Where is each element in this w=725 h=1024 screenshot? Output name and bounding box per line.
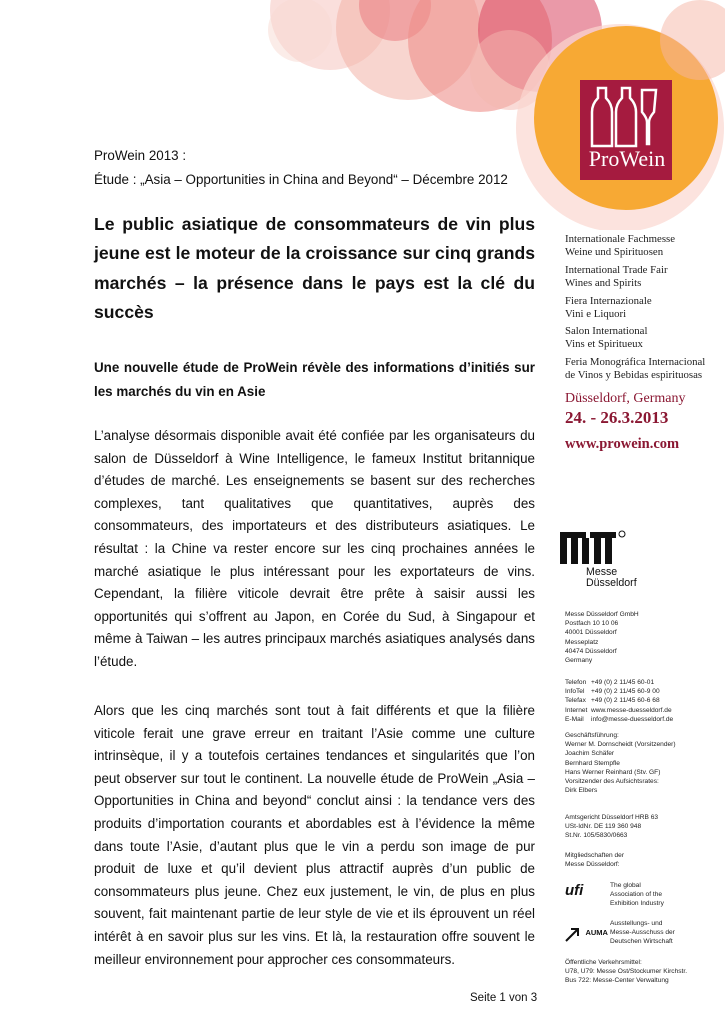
messe-duesseldorf-logo-icon bbox=[558, 530, 628, 566]
transport-block: Öffentliche Verkehrsmittel: U78, U79: Messe Ost/Stockumer Kirchstr. Bus 722: Messe-Center Verwaltung bbox=[565, 959, 688, 985]
auma-description: Ausstellungs- und Messe-Ausschuss der Deutschen Wirtschaft bbox=[610, 920, 675, 946]
fair-dates: 24. - 26.3.2013 bbox=[565, 408, 669, 427]
auma-logo: AUMA bbox=[565, 928, 608, 947]
ufi-description: The global Association of the Exhibition Industry bbox=[610, 882, 664, 908]
website-address[interactable]: www.messe-duesseldorf.de bbox=[591, 706, 672, 714]
prowein-logo-text: ProWein bbox=[588, 146, 666, 171]
messe-duesseldorf-wordmark: Messe Düsseldorf bbox=[586, 566, 637, 589]
fair-name-fr: Salon International Vins et Spiritueux bbox=[565, 325, 648, 350]
subheadline: Une nouvelle étude de ProWein révèle des informations d’initiés sur les marchés du vin en Asie bbox=[94, 360, 535, 399]
header-line-1: ProWein 2013 : bbox=[94, 148, 187, 163]
headline: Le public asiatique de consommateurs de vin plus jeune est le moteur de la croissance sur cinq grands marchés – la présence dans le pays est la clé du succès bbox=[94, 214, 535, 323]
contact-block: Telefon +49 (0) 2 11/45 60-01 InfoTel +49 (0) 2 11/45 60-9 00 Telefax +49 (0) 2 11/45 60-6 68 Internet www.messe-duesseldorf.de E-Mail info@messe-duesseldorf.de bbox=[565, 679, 674, 723]
ufi-logo: ufi bbox=[565, 882, 584, 899]
auma-arrow-icon bbox=[565, 928, 581, 942]
paragraph-1: L’analyse désormais disponible avait été confiée par les organisateurs du salon de Düsseldorf à Wine Intelligence, le fameux Institut britannique d’études de marché. Les enseignements se basent sur des recherches complexes, tant qualitatives que quantitatives, auprès des consommateurs, des importateurs et des distributeurs asiatiques. Le résultat : la Chine va rester encore sur les cinq prochaines années le marché asiatique le plus intéressant pour les exportateurs de vins. Cependant, la filière viticole devrait être prête à saisir aussi les opportunités qui s’offrent au Japon, en Corée du Sud, à Singapour et même à Taiwan – les autres principaux marchés asiatiques analysés dans l’étude. bbox=[94, 428, 535, 669]
address-block: Messe Düsseldorf GmbH Postfach 10 10 06 40001 Düsseldorf Messeplatz 40474 Düsseldorf Germany bbox=[565, 611, 639, 665]
bottles-icon bbox=[580, 80, 672, 150]
fair-name-it: Fiera Internazionale Vini e Liquori bbox=[565, 295, 652, 320]
fair-name-en: International Trade Fair Wines and Spirits bbox=[565, 264, 668, 289]
registry-block: Amtsgericht Düsseldorf HRB 63 USt-IdNr. DE 119 360 948 St.Nr. 105/5830/0663 bbox=[565, 814, 659, 840]
email-address[interactable]: info@messe-duesseldorf.de bbox=[591, 715, 674, 723]
memberships-title: Mitgliedschaften der Messe Düsseldorf: bbox=[565, 852, 625, 869]
website-link[interactable]: www.prowein.com bbox=[565, 436, 680, 452]
header-line-2: Étude : „Asia – Opportunities in China and Beyond“ – Décembre 2012 bbox=[94, 172, 508, 187]
management-block: Geschäftsführung: Werner M. Dornscheidt (Vorsitzender) Joachim Schäfer Bernhard Stempfle Hans Werner Reinhard (Stv. GF) Vorsitzender des Aufsichtsrates: Dirk Elbers bbox=[565, 732, 676, 795]
fair-location: Düsseldorf, Germany bbox=[565, 391, 686, 406]
fair-name-de: Internationale Fachmesse Weine und Spirituosen bbox=[565, 233, 676, 258]
page-number: Seite 1 von 3 bbox=[470, 992, 538, 1004]
paragraph-2: Alors que les cinq marchés sont tout à fait différents et que la filière viticole ferait une grave erreur en traitant l’Asie comme une culture intrinsèque, il y a toutefois certaines tendances et singularités que l’on peut observer sur tout le continent. La nouvelle étude de ProWein „Asia – Opportunities in China and beyond“ conclut ainsi : la tendance vers des produits d’importation courants et abordables est à l’évidence la même dans toute l’Asie, d’autant plus que le vin a perdu son image de pur produit de luxe et qu’il devient plus attractif auprès d’un public de consommateurs plus jeune. Chez eux justement, le vin, de plus en plus souvent, fait maintenant partie de leur style de vie et ils éprouvent un réel intérêt à en savoir plus sur les vins. Et là, la restauration offre souvent le meilleur environnement pour approcher ces consommateurs. bbox=[94, 703, 535, 967]
fair-name-es: Feria Monográfica Internacional de Vinos y Bebidas espirituosas bbox=[565, 356, 706, 381]
